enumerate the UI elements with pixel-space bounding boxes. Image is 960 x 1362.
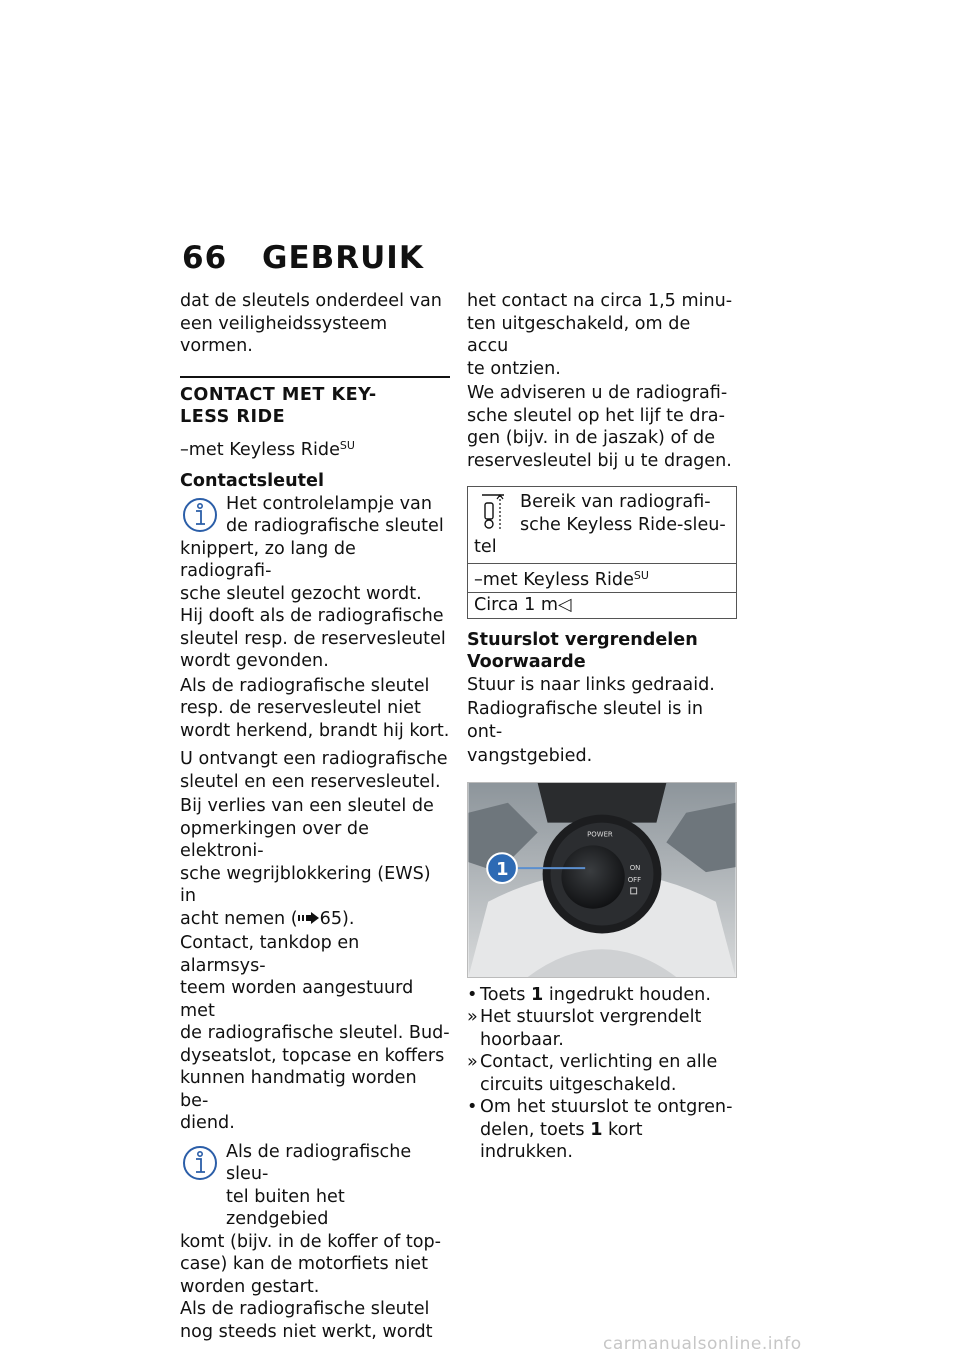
subheading-contactsleutel: Contactsleutel [180, 471, 324, 491]
condition-line: Stuur is naar links gedraaid. [467, 674, 715, 695]
text-line: ten uitgeschakeld, om de accu [467, 313, 691, 356]
text-line: case) kan de motorfiets niet [180, 1254, 429, 1274]
info-note [180, 493, 450, 606]
text-line: sche sleutel gezocht wordt. [180, 583, 422, 604]
spec-table-value-row: Circa 1 m◁ [468, 592, 736, 618]
result-mark: » [467, 1007, 478, 1027]
text-line: reservesleutel bij u te dragen. [467, 450, 732, 471]
text-line: kunnen handmatig worden be- [180, 1068, 417, 1111]
page-reference[interactable]: 65). [319, 908, 355, 929]
text-line: de radiografische sleutel [226, 516, 444, 536]
text-line: de radiografische sleutel. Bud- [180, 1023, 450, 1043]
text-line: sleutel en een reservesleutel. [180, 771, 441, 792]
text-line: komt (bijv. in de koffer of top- [180, 1231, 442, 1252]
list-item [467, 1051, 737, 1096]
option-text: –met Keyless Ride [180, 439, 340, 460]
subheading-stuurslot: Stuurslot vergrendelen [467, 629, 698, 650]
key-reference: 1 [590, 1119, 603, 1140]
paragraph [180, 605, 450, 673]
section-title-line: LESS RIDE [180, 406, 286, 427]
page-number: 66 [182, 240, 228, 276]
spec-table-option-row [468, 563, 736, 593]
text-line: Bij verlies van een sleutel de [180, 796, 434, 816]
condition-line: Radiografische sleutel is in ont- [467, 699, 704, 742]
text-line [180, 908, 450, 931]
spec-table-header [468, 487, 736, 563]
bullet-mark: • [467, 1097, 478, 1117]
paragraph [467, 382, 737, 472]
chapter-title: GEBRUIK [262, 240, 424, 276]
list-item [467, 984, 737, 1007]
text-line: tel [474, 537, 497, 557]
steps-list [467, 984, 737, 1164]
condition-line: vangstgebied. [467, 746, 593, 766]
page-header [182, 240, 424, 276]
text-line: Als de radiografische sleutel [180, 1299, 430, 1319]
text-line: diend. [180, 1113, 235, 1133]
paragraph [180, 1298, 450, 1343]
intro-paragraph [180, 290, 450, 358]
option-text: –met Keyless Ride [474, 569, 634, 590]
info-note [180, 1141, 450, 1299]
text-line: sche Keyless Ride-sleu- [520, 514, 726, 535]
text-line: sleutel resp. de reservesleutel [180, 628, 446, 649]
key-reference: 1 [531, 984, 544, 1005]
text-fragment: Toets [480, 984, 532, 1005]
section-heading [180, 376, 450, 428]
paragraph [467, 290, 737, 380]
info-icon [182, 1145, 218, 1181]
text-line: Als de radiografische sleutel [180, 675, 430, 696]
text-line: Contact, tankdop en alarmsys- [180, 933, 360, 976]
text-line: hoorbaar. [480, 1029, 564, 1050]
option-line [180, 435, 450, 462]
text-line: dyseatslot, topcase en koffers [180, 1045, 445, 1066]
bullet-mark: • [467, 984, 478, 1005]
text-line: Hij dooft als de radiografische [180, 606, 444, 626]
text-fragment: acht nemen ( [180, 908, 298, 929]
text-line: Contact, verlichting en alle [480, 1052, 718, 1072]
spec-table [467, 486, 737, 619]
text-line: het contact na circa 1,5 minu- [467, 291, 733, 311]
text-fragment: delen, toets [480, 1119, 591, 1140]
text-line: nog steeds niet werkt, wordt [180, 1321, 433, 1342]
right-column [467, 290, 737, 1164]
power-label: POWER [587, 829, 613, 838]
text-line: dat de sleutels onderdeel van [180, 291, 442, 311]
paragraph [180, 795, 450, 930]
text-fragment: kort indrukken. [480, 1119, 643, 1162]
option-code: SU [339, 438, 355, 452]
callout-number: 1 [496, 858, 509, 880]
list-item [467, 1006, 737, 1051]
text-line: Het controlelampje van [226, 493, 432, 514]
text-line: resp. de reservesleutel niet [180, 698, 421, 718]
text-line: sche wegrijblokkering (EWS) in [180, 863, 431, 906]
text-line: circuits uitgeschakeld. [480, 1074, 677, 1095]
paragraph [180, 675, 450, 743]
text-line: wordt herkend, brandt hij kort. [180, 720, 450, 741]
text-line: wordt gevonden. [180, 651, 329, 671]
text-line: gen (bijv. in de jaszak) of de [467, 428, 716, 448]
off-label: OFF [627, 875, 642, 884]
text-line: knippert, zo lang de radiografi- [180, 538, 356, 581]
left-column [180, 290, 450, 1345]
result-mark: » [467, 1052, 478, 1072]
text-line: opmerkingen over de elektroni- [180, 818, 369, 861]
text-fragment: ingedrukt houden. [543, 984, 711, 1005]
page-reference-arrow-icon[interactable] [298, 912, 320, 924]
list-item [467, 1096, 737, 1164]
text-line: sche sleutel op het lijf te dra- [467, 405, 725, 426]
text-line: worden gestart. [180, 1276, 320, 1297]
text-line: een veiligheidssysteem vormen. [180, 313, 388, 356]
text-line: teem worden aangestuurd met [180, 978, 414, 1021]
text-line: U ontvangt een radiografische [180, 749, 448, 769]
text-line: Bereik van radiografi- [520, 492, 711, 512]
text-line: Als de radiografische sleu- [226, 1141, 412, 1184]
paragraph [180, 932, 450, 1135]
paragraph [180, 748, 450, 793]
range-icon [480, 493, 506, 531]
text-line: Het stuurslot vergrendelt [480, 1007, 702, 1027]
text-line [480, 1119, 737, 1164]
watermark: carmanualsonline.info [603, 1334, 802, 1354]
info-icon [182, 497, 218, 533]
subheading-voorwaarde: Voorwaarde [467, 652, 586, 672]
section-title-line: CONTACT MET KEY- [180, 384, 377, 405]
text-line: tel buiten het zendgebied [226, 1186, 345, 1229]
text-line: We adviseren u de radiografi- [467, 383, 728, 403]
text-line: Om het stuurslot te ontgren- [480, 1097, 733, 1117]
option-code: SU [633, 568, 649, 582]
power-button-photo [467, 782, 737, 978]
text-line: te ontzien. [467, 358, 561, 379]
on-label: ON [629, 863, 641, 872]
